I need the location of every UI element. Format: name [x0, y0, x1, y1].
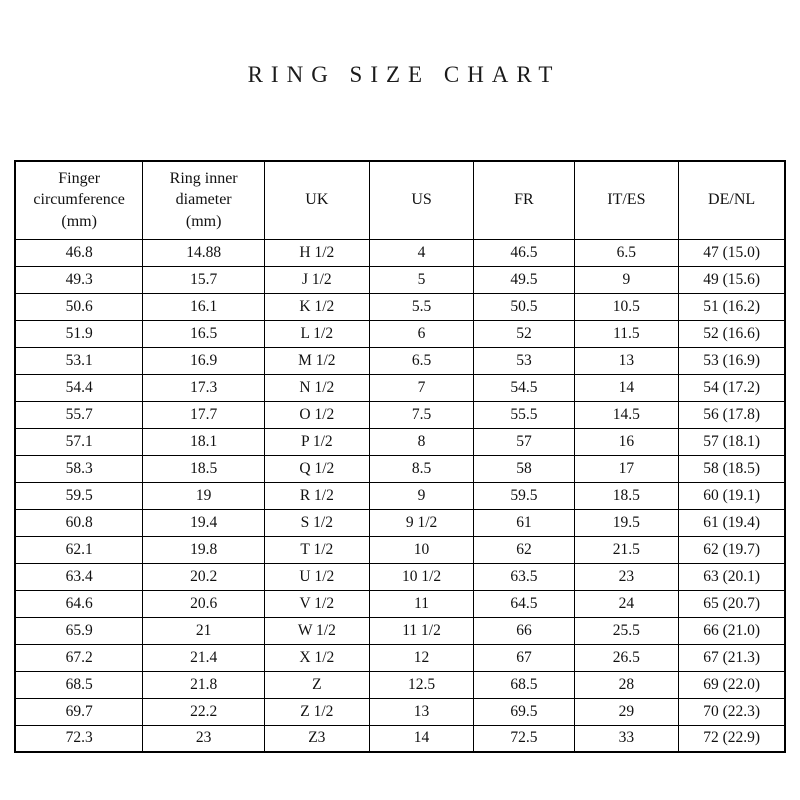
- table-cell-uk: H 1/2: [264, 239, 369, 266]
- table-row: [15, 347, 785, 374]
- table-cell-ring-inner-diameter: 21.8: [143, 671, 265, 698]
- table-row: [15, 482, 785, 509]
- table-cell-finger-circumference: 60.8: [15, 509, 143, 536]
- table-row: [15, 617, 785, 644]
- table-cell-us: 6: [369, 320, 474, 347]
- table-cell-de-nl: 65 (20.7): [679, 590, 785, 617]
- table-cell-us: 9 1/2: [369, 509, 474, 536]
- table-cell-ring-inner-diameter: 19.8: [143, 536, 265, 563]
- table-cell-it-es: 13: [574, 347, 679, 374]
- table-cell-it-es: 23: [574, 563, 679, 590]
- page-title: RING SIZE CHART: [247, 62, 561, 87]
- table-cell-us: 5.5: [369, 293, 474, 320]
- table-cell-it-es: 33: [574, 725, 679, 752]
- table-cell-it-es: 18.5: [574, 482, 679, 509]
- table-cell-ring-inner-diameter: 16.9: [143, 347, 265, 374]
- table-cell-uk: W 1/2: [264, 617, 369, 644]
- table-cell-ring-inner-diameter: 19.4: [143, 509, 265, 536]
- table-cell-finger-circumference: 67.2: [15, 644, 143, 671]
- table-cell-us: 9: [369, 482, 474, 509]
- table-cell-us: 10: [369, 536, 474, 563]
- ring-size-table: [14, 160, 786, 753]
- column-header-fr: FR: [474, 161, 574, 239]
- table-row: [15, 428, 785, 455]
- table-cell-finger-circumference: 59.5: [15, 482, 143, 509]
- table-cell-us: 11 1/2: [369, 617, 474, 644]
- table-cell-finger-circumference: 58.3: [15, 455, 143, 482]
- table-row: [15, 509, 785, 536]
- table-cell-uk: U 1/2: [264, 563, 369, 590]
- table-cell-de-nl: 67 (21.3): [679, 644, 785, 671]
- table-cell-ring-inner-diameter: 23: [143, 725, 265, 752]
- table-cell-de-nl: 53 (16.9): [679, 347, 785, 374]
- table-cell-us: 14: [369, 725, 474, 752]
- column-header-de-nl: DE/NL: [679, 161, 785, 239]
- table-cell-us: 4: [369, 239, 474, 266]
- table-cell-finger-circumference: 62.1: [15, 536, 143, 563]
- table-cell-fr: 61: [474, 509, 574, 536]
- table-row: [15, 590, 785, 617]
- table-cell-fr: 63.5: [474, 563, 574, 590]
- table-cell-uk: X 1/2: [264, 644, 369, 671]
- table-cell-fr: 68.5: [474, 671, 574, 698]
- table-cell-ring-inner-diameter: 19: [143, 482, 265, 509]
- table-body: [15, 239, 785, 752]
- table-cell-finger-circumference: 49.3: [15, 266, 143, 293]
- table-cell-de-nl: 51 (16.2): [679, 293, 785, 320]
- table-cell-ring-inner-diameter: 17.7: [143, 401, 265, 428]
- table-cell-de-nl: 70 (22.3): [679, 698, 785, 725]
- table-cell-us: 5: [369, 266, 474, 293]
- column-header-it-es: IT/ES: [574, 161, 679, 239]
- table-cell-uk: S 1/2: [264, 509, 369, 536]
- table-cell-de-nl: 52 (16.6): [679, 320, 785, 347]
- table-cell-fr: 57: [474, 428, 574, 455]
- table-cell-it-es: 21.5: [574, 536, 679, 563]
- table-cell-fr: 58: [474, 455, 574, 482]
- table-cell-ring-inner-diameter: 16.5: [143, 320, 265, 347]
- table-row: [15, 239, 785, 266]
- table-cell-ring-inner-diameter: 22.2: [143, 698, 265, 725]
- table-row: [15, 725, 785, 752]
- table-cell-it-es: 11.5: [574, 320, 679, 347]
- table-cell-us: 12: [369, 644, 474, 671]
- table-cell-it-es: 28: [574, 671, 679, 698]
- table-cell-ring-inner-diameter: 16.1: [143, 293, 265, 320]
- table-cell-us: 8: [369, 428, 474, 455]
- table-cell-ring-inner-diameter: 21.4: [143, 644, 265, 671]
- table-cell-ring-inner-diameter: 15.7: [143, 266, 265, 293]
- table-row: [15, 266, 785, 293]
- table-cell-finger-circumference: 68.5: [15, 671, 143, 698]
- table-row: [15, 320, 785, 347]
- table-row: [15, 401, 785, 428]
- table-cell-us: 6.5: [369, 347, 474, 374]
- table-cell-fr: 64.5: [474, 590, 574, 617]
- table-cell-it-es: 19.5: [574, 509, 679, 536]
- table-row: [15, 698, 785, 725]
- table-cell-fr: 67: [474, 644, 574, 671]
- table-row: [15, 374, 785, 401]
- table-cell-it-es: 14: [574, 374, 679, 401]
- column-header-us: US: [369, 161, 474, 239]
- table-cell-de-nl: 69 (22.0): [679, 671, 785, 698]
- table-cell-fr: 59.5: [474, 482, 574, 509]
- table-cell-us: 12.5: [369, 671, 474, 698]
- table-cell-finger-circumference: 64.6: [15, 590, 143, 617]
- table-cell-uk: P 1/2: [264, 428, 369, 455]
- table-cell-finger-circumference: 51.9: [15, 320, 143, 347]
- table-cell-ring-inner-diameter: 18.5: [143, 455, 265, 482]
- table-cell-fr: 49.5: [474, 266, 574, 293]
- column-header-ring-inner-diameter: Ring inner diameter (mm): [143, 161, 265, 239]
- table-cell-de-nl: 57 (18.1): [679, 428, 785, 455]
- table-cell-fr: 53: [474, 347, 574, 374]
- table-row: [15, 563, 785, 590]
- table-cell-uk: Z 1/2: [264, 698, 369, 725]
- table-cell-uk: R 1/2: [264, 482, 369, 509]
- table-cell-uk: J 1/2: [264, 266, 369, 293]
- table-cell-uk: Z3: [264, 725, 369, 752]
- table-cell-fr: 50.5: [474, 293, 574, 320]
- table-row: [15, 671, 785, 698]
- table-row: [15, 455, 785, 482]
- table-cell-it-es: 9: [574, 266, 679, 293]
- table-cell-de-nl: 60 (19.1): [679, 482, 785, 509]
- table-cell-fr: 62: [474, 536, 574, 563]
- table-cell-uk: M 1/2: [264, 347, 369, 374]
- table-cell-ring-inner-diameter: 18.1: [143, 428, 265, 455]
- table-cell-de-nl: 63 (20.1): [679, 563, 785, 590]
- table-cell-finger-circumference: 72.3: [15, 725, 143, 752]
- table-cell-fr: 54.5: [474, 374, 574, 401]
- table-cell-it-es: 10.5: [574, 293, 679, 320]
- table-header: [15, 161, 785, 239]
- table-cell-fr: 46.5: [474, 239, 574, 266]
- table-cell-finger-circumference: 46.8: [15, 239, 143, 266]
- table-cell-it-es: 25.5: [574, 617, 679, 644]
- table-cell-ring-inner-diameter: 14.88: [143, 239, 265, 266]
- table-cell-it-es: 29: [574, 698, 679, 725]
- table-cell-us: 11: [369, 590, 474, 617]
- table-cell-it-es: 17: [574, 455, 679, 482]
- table-cell-fr: 55.5: [474, 401, 574, 428]
- table-cell-uk: Z: [264, 671, 369, 698]
- table-cell-de-nl: 54 (17.2): [679, 374, 785, 401]
- table-cell-finger-circumference: 69.7: [15, 698, 143, 725]
- table-cell-uk: V 1/2: [264, 590, 369, 617]
- table-cell-finger-circumference: 53.1: [15, 347, 143, 374]
- table-row: [15, 293, 785, 320]
- column-header-uk: UK: [264, 161, 369, 239]
- table-cell-ring-inner-diameter: 20.2: [143, 563, 265, 590]
- header-row: [15, 161, 785, 239]
- column-header-finger-circumference: Finger circumference (mm): [15, 161, 143, 239]
- table-cell-ring-inner-diameter: 21: [143, 617, 265, 644]
- table-cell-uk: Q 1/2: [264, 455, 369, 482]
- table-row: [15, 536, 785, 563]
- table-cell-finger-circumference: 65.9: [15, 617, 143, 644]
- table-cell-de-nl: 61 (19.4): [679, 509, 785, 536]
- table-cell-finger-circumference: 55.7: [15, 401, 143, 428]
- table-cell-fr: 66: [474, 617, 574, 644]
- table-cell-de-nl: 47 (15.0): [679, 239, 785, 266]
- table-cell-fr: 69.5: [474, 698, 574, 725]
- table-cell-finger-circumference: 63.4: [15, 563, 143, 590]
- table-cell-it-es: 6.5: [574, 239, 679, 266]
- table-cell-de-nl: 58 (18.5): [679, 455, 785, 482]
- table-cell-us: 10 1/2: [369, 563, 474, 590]
- table-cell-ring-inner-diameter: 20.6: [143, 590, 265, 617]
- table-cell-us: 13: [369, 698, 474, 725]
- table-cell-de-nl: 56 (17.8): [679, 401, 785, 428]
- table-cell-finger-circumference: 54.4: [15, 374, 143, 401]
- table-cell-us: 7: [369, 374, 474, 401]
- table-cell-finger-circumference: 50.6: [15, 293, 143, 320]
- table-cell-uk: L 1/2: [264, 320, 369, 347]
- table-cell-uk: K 1/2: [264, 293, 369, 320]
- table-cell-uk: N 1/2: [264, 374, 369, 401]
- table-cell-us: 7.5: [369, 401, 474, 428]
- table-cell-it-es: 24: [574, 590, 679, 617]
- table-cell-de-nl: 66 (21.0): [679, 617, 785, 644]
- table-cell-it-es: 16: [574, 428, 679, 455]
- table-row: [15, 644, 785, 671]
- table-cell-de-nl: 49 (15.6): [679, 266, 785, 293]
- table-cell-it-es: 26.5: [574, 644, 679, 671]
- table-cell-fr: 52: [474, 320, 574, 347]
- table-cell-fr: 72.5: [474, 725, 574, 752]
- table-cell-finger-circumference: 57.1: [15, 428, 143, 455]
- table-cell-us: 8.5: [369, 455, 474, 482]
- table-cell-uk: T 1/2: [264, 536, 369, 563]
- table-cell-de-nl: 72 (22.9): [679, 725, 785, 752]
- table-cell-it-es: 14.5: [574, 401, 679, 428]
- table-cell-uk: O 1/2: [264, 401, 369, 428]
- table-cell-de-nl: 62 (19.7): [679, 536, 785, 563]
- table-cell-ring-inner-diameter: 17.3: [143, 374, 265, 401]
